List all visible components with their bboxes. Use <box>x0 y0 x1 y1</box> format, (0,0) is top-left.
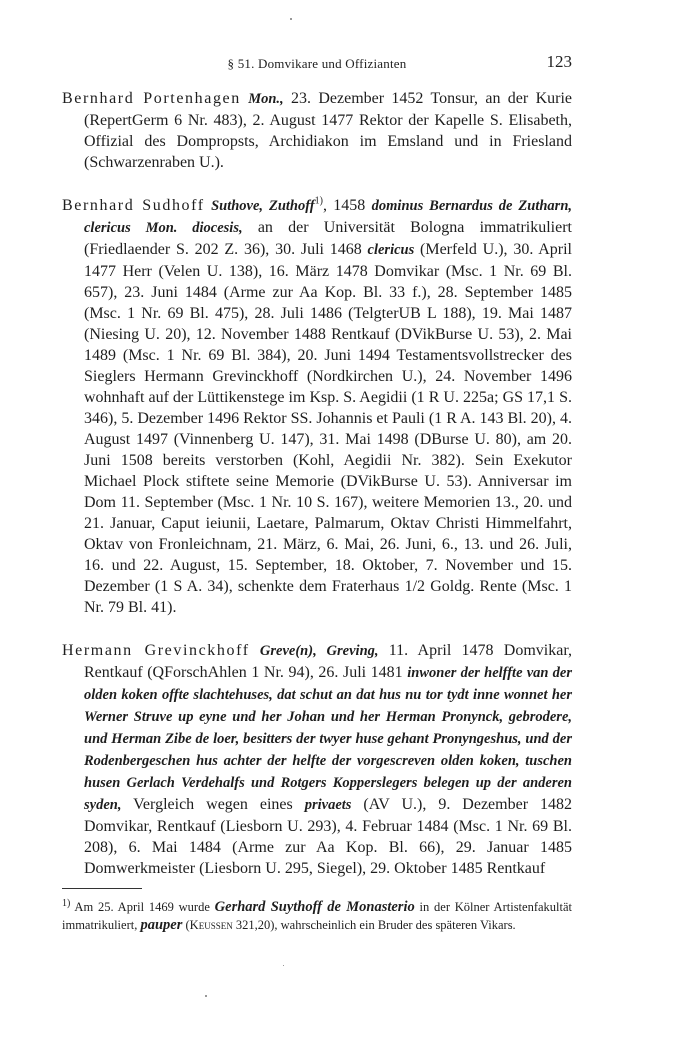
entry-sudhoff <box>62 195 572 618</box>
text-run: , 1458 <box>322 197 372 214</box>
footnote-text <box>62 897 573 933</box>
text-run <box>250 642 260 659</box>
body-text <box>62 88 572 901</box>
entry-name: Bernhard Sudhoff <box>62 197 205 214</box>
italic-text: Greve(n), Greving, <box>259 643 379 659</box>
text-run: Am 25. April 1469 wurde <box>70 900 215 914</box>
entry-portenhagen <box>62 88 572 173</box>
entry-body <box>84 197 572 616</box>
scan-speck <box>205 995 207 997</box>
italic-text: Mon., <box>248 91 284 107</box>
text-run: 23. Dezember 1452 Tonsur, an der Kurie (RepertGerm 6 Nr. 483), 2. August 1477 Rektor der Kapelle S. Elisabeth, Offizial des Dompropsts, Archidiakon im Emsland und in Friesland (Schwarzenraben U.). <box>84 90 573 171</box>
italic-text: Suthove, Zuthoff <box>211 198 315 214</box>
running-title: § 51. Domvikare und Offizianten <box>227 56 407 71</box>
footnote-rule <box>62 888 142 889</box>
entry-name: Hermann Grevinckhoff <box>62 642 250 659</box>
scan-speck <box>283 965 284 966</box>
italic-text: pauper <box>140 917 183 933</box>
italic-text: privaets <box>304 797 352 813</box>
page-header <box>62 52 572 76</box>
text-run: Vergleich wegen eines <box>121 796 305 813</box>
footnote <box>62 898 572 934</box>
italic-text: Gerhard Suythoff de Monasterio <box>214 899 415 915</box>
text-run: 321,20), wahrscheinlich ein Bruder des späteren Vikars. <box>232 918 516 932</box>
text-run: (AV U.), 9. Dezember 1482 Domvikar, Rentkauf (Liesborn U. 293), 4. Februar 1484 (Msc. 1 Nr. 69 Bl. 208), 6. Mai 1484 (Arme zur Aa Kop. Bl. 66), 29. Januar 1485 Domwerkmeister (Liesborn U. 295, Siegel), 29. Oktober 1485 Rentkauf <box>84 796 573 877</box>
italic-text: clericus <box>367 242 415 258</box>
entry-body <box>84 642 572 877</box>
italic-text: dominus Bernardus de Zutharn, clericus Mon. diocesis, <box>84 198 573 236</box>
text-run: in der Kölner Artistenfakultät immatrikuliert, <box>62 900 573 932</box>
text-run: an der Universität Bologna immatrikuliert (Friedlaender S. 202 Z. 36), 30. Juli 1468 <box>84 219 572 258</box>
footnote-marker: 1) <box>62 897 71 909</box>
text-run: ( <box>182 918 190 932</box>
small-caps-text: Keussen <box>189 918 233 932</box>
scan-speck <box>290 18 292 20</box>
footnote-reference: 1) <box>314 195 323 207</box>
page-number: 123 <box>546 52 572 71</box>
text-run: 11. April 1478 Domvikar, Rentkauf (QForschAhlen 1 Nr. 94), 26. Juli 1481 <box>84 642 573 681</box>
entry-grevinckhoff <box>62 640 572 879</box>
entry-name: Bernhard Portenhagen <box>62 90 241 107</box>
text-run: (Merfeld U.), 30. April 1477 Herr (Velen U. 138), 16. März 1478 Domvikar (Msc. 1 Nr. 69 Bl. 657), 23. Juni 1484 (Arme zur Aa Kop. Bl. 33 f.), 28. September 1485 (Msc. 1 Nr. 69 Bl. 475), 28. Juli 1486 (TelgterUB L 188), 19. Mai 1487 (Niesing U. 20), 12. November 1488 Rentkauf (DVikBurse U. 53), 2. Mai 1489 (Msc. 1 Nr. 69 Bl. 384), 20. Juni 1494 Testamentsvollstrecker des Sieglers Hermann Grevinckhoff (Nordkirchen U.), 24. November 1496 wohnhaft auf der Lüttikenstege im Ksp. S. Aegidii (1 R U. 225a; GS 17,1 S. 346), 5. Dezember 1496 Rektor SS. Johannis et Pauli (1 R A. 143 Bl. 20), 4. August 1497 (Vinnenberg U. 147), 31. Mai 1498 (DBurse U. 80), am 20. Juni 1508 bereits verstorben (Kohl, Aegidii Nr. 382). Sein Exekutor Michael Plock stiftete seine Memorie (DVikBurse U. 53). Anniversar im Dom 11. September (Msc. 1 Nr. 10 S. 167), weitere Memorien 13., 20. und 21. Januar, Caput ieiunii, Laetare, Palmarum, Oktav Christi Himmelfahrt, Oktav von Fronleichnam, 21. März, 6. Mai, 26. Juni, 6., 13. und 26. Juli, 16. und 22. August, 15. September, 18. Oktober, 7. November und 15. Dezember (1 S A. 34), schenkte dem Fraterhaus 1/2 Goldg. Rente (Msc. 1 Nr. 79 Bl. 41). <box>84 241 572 616</box>
italic-text: inwoner der helffte van der olden koken offte slachtehuses, dat schut an dat hus nu tor tydt inne wonnet her Werner Struve up eyne und her Johan und her Herman Pronynck, gebrodere, und Herman Zibe de loer, besitters der twyer huse gehant Pronyngeshus, und der Rodenbergeschen hus achter der helfte der vorgescreven olden koken, tuschen husen Gerlach Verdehalfs und Rotgers Kopperslegers belegen up der anderen syden, <box>84 665 573 813</box>
